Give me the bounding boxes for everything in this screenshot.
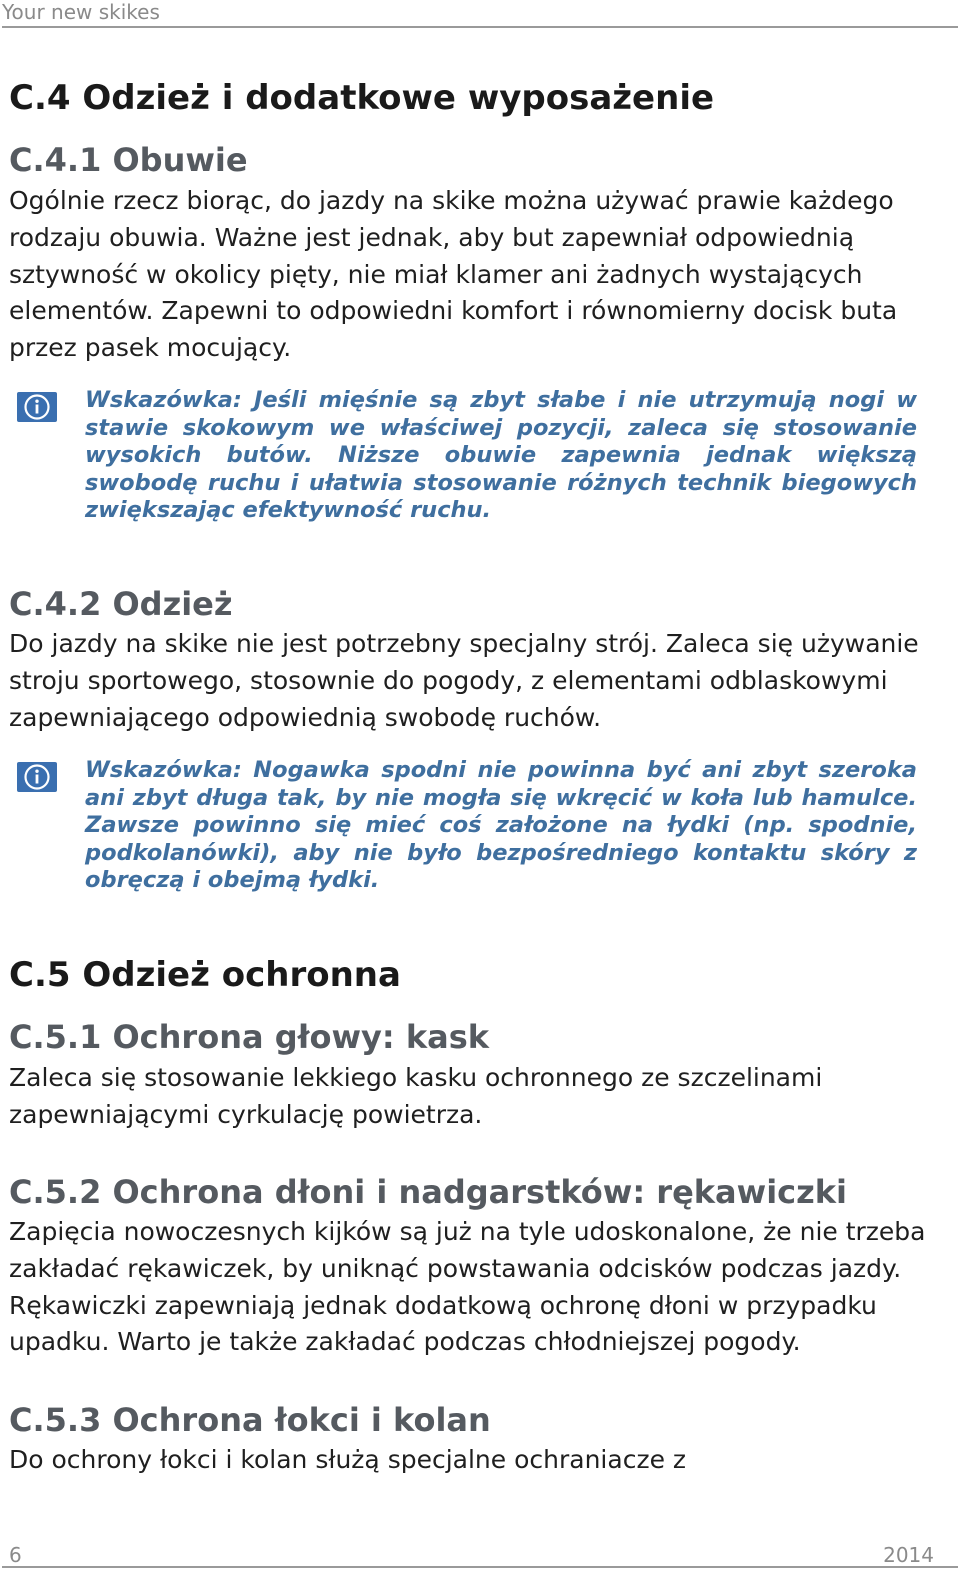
page-number: 6 — [9, 1543, 22, 1567]
info-icon — [17, 762, 57, 792]
header-rule — [2, 26, 958, 28]
note-1-text: Wskazówka: Jeśli mięśnie są zbyt słabe i nie utrzymują nogi w stawie skokowym we właściwej pozycji, zaleca się stosowanie wysokich butów. Niższe obuwie zapewnia jednak większą swobodę ruchu i ułatwia stosowanie różnych technik biegowych zwiększając efektywność ruchu. — [85, 387, 917, 523]
section-c53-paragraph: Do ochrony łokci i kolan służą specjalne ochraniacze z — [9, 1445, 687, 1474]
section-c42-paragraph: Do jazdy na skike nie jest potrzebny specjalny strój. Zaleca się używanie stroju sportowego, stosownie do pogody, z elementami odblaskowymi zapewniającego odpowiednią swobodę ruchów. — [9, 629, 919, 732]
section-c4-heading: C.4 Odzież i dodatkowe wyposażenie — [9, 78, 715, 118]
running-header: Your new skikes — [2, 0, 160, 24]
section-c41-paragraph: Ogólnie rzecz biorąc, do jazdy na skike można używać prawie każdego rodzaju obuwia. Ważne jest jednak, aby but zapewniał odpowiednią sztywność w okolicy pięty, nie miał klamer ani żadnych wystających elementów. Zapewni to odpowiedni komfort i równomierny docisk buta przez pasek mocujący. — [9, 186, 898, 363]
section-c51-heading: C.5.1 Ochrona głowy: kask — [9, 1018, 490, 1056]
note-2-text: Wskazówka: Nogawka spodni nie powinna być ani zbyt szeroka ani zbyt długa tak, by nie mogła się wkręcić w koła lub hamulce. Zawsze powinno się mieć coś założone na łydki (np. spodnie, podkolanówki), aby nie było bezpośredniego kontaktu skóry z obręczą i obejmą łydki. — [85, 757, 917, 893]
section-c53-heading: C.5.3 Ochrona łokci i kolan — [9, 1401, 491, 1439]
section-c52-heading: C.5.2 Ochrona dłoni i nadgarstków: rękawiczki — [9, 1173, 848, 1211]
footer-year: 2014 — [883, 1543, 934, 1567]
section-c41-heading: C.4.1 Obuwie — [9, 141, 248, 179]
section-c52-paragraph: Zapięcia nowoczesnych kijków są już na tyle udoskonalone, że nie trzeba zakładać rękawiczek, by uniknąć powstawania odcisków podczas jazdy. Rękawiczki zapewniają jednak dodatkową ochronę dłoni w przypadku upadku. Warto je także zakładać podczas chłodniejszej pogody. — [9, 1217, 926, 1357]
section-c42-heading: C.4.2 Odzież — [9, 585, 233, 623]
section-c5-heading: C.5 Odzież ochronna — [9, 955, 401, 995]
footer-rule — [2, 1566, 958, 1568]
section-c51-paragraph: Zaleca się stosowanie lekkiego kasku ochronnego ze szczelinami zapewniającymi cyrkulację powietrza. — [9, 1063, 823, 1129]
info-icon — [17, 392, 57, 422]
